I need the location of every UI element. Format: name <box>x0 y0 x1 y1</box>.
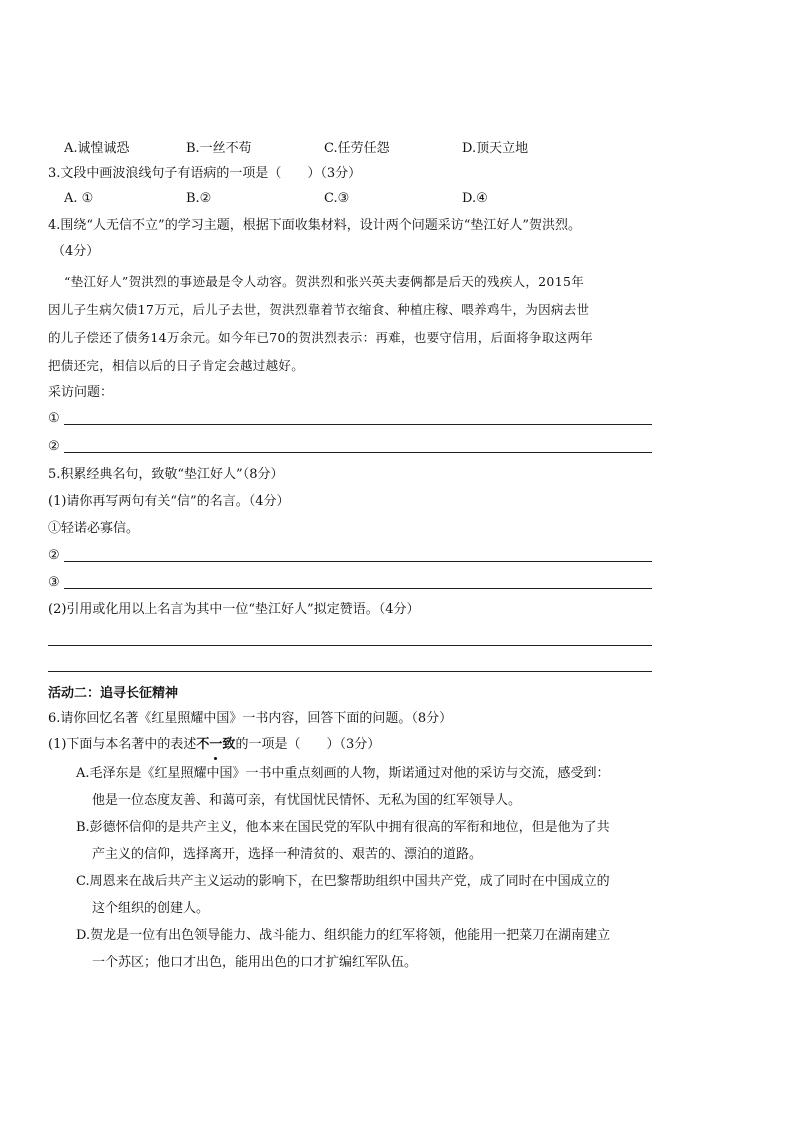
q5-stem: 5.积累经典名句，致敬“垫江好人”（8分） <box>48 467 284 482</box>
q3-stem: 3.文段中画波浪线句子有语病的一项是（ ）（3分） <box>48 166 362 181</box>
activity-two-heading: 活动二：追寻长征精神 <box>48 686 179 701</box>
q5-given-quote: ①轻诺必寡信。 <box>48 521 140 536</box>
q4-material-line: 把债还完，相信以后的日子肯定会越过越好。 <box>48 358 305 373</box>
q6-option-c-line1[interactable]: C.周恩来在战后共产主义运动的影响下，在巴黎帮助组织中国共产党，成了同时在中国成立的 <box>76 874 610 889</box>
q6-sub1-text-after: 的一项是（ ）（3分） <box>235 737 381 752</box>
q3-option-c[interactable]: C.③ <box>324 191 350 206</box>
q3-option-a[interactable]: A. ① <box>64 191 94 206</box>
answer-rule <box>64 452 652 453</box>
q4-material-line: 的儿子偿还了债务14万余元。如今年已70的贺洪烈表示：再难，也要守信用，后面将争取这两年 <box>48 330 594 345</box>
q6-sub1 <box>48 735 380 755</box>
q3-option-b[interactable]: B.② <box>186 191 212 206</box>
q3-option-d[interactable]: D.④ <box>462 191 488 206</box>
q6-stem: 6.请你回忆名著《红星照耀中国》一书内容，回答下面的问题。（8分） <box>48 711 453 726</box>
q3-options <box>64 189 624 209</box>
answer-number: ① <box>48 411 60 426</box>
q4-stem-score: （4分） <box>52 244 100 259</box>
q5-sub1: (1)请你再写两句有关“信”的名言。（4分） <box>48 494 290 509</box>
emphasis-text: 不一致 <box>196 737 236 752</box>
q4-answer-line-2[interactable] <box>48 437 652 457</box>
q6-option-d-line1[interactable]: D.贺龙是一位有出色领导能力、战斗能力、组织能力的红军将领，他能用一把菜刀在湖南建立 <box>76 928 611 943</box>
answer-rule <box>64 561 652 562</box>
q6-option-b-line1[interactable]: B.彭德怀信仰的是共产主义，他本来在国民党的军队中拥有很高的军衔和地位，但是他为了共 <box>76 820 610 835</box>
q4-material-line: “垫江好人”贺洪烈的事迹最是令人动容。贺洪烈和张兴英夫妻俩都是后天的残疾人，2015年 <box>64 274 584 289</box>
q6-option-a-line2: 他是一位态度友善、和蔼可亲，有忧国忧民情怀、无私为国的红军领导人。 <box>92 793 522 808</box>
q5-answer-line-3[interactable] <box>48 573 652 593</box>
q4-answer-line-1[interactable] <box>48 409 652 429</box>
q6-option-b-line2: 产主义的信仰，选择离开，选择一种清贫的、艰苦的、漂泊的道路。 <box>92 847 483 862</box>
q2-option-c[interactable]: C.任劳任怨 <box>324 141 390 156</box>
q6-sub1-emphasis <box>196 735 235 755</box>
q2-option-d[interactable]: D.顶天立地 <box>462 141 529 156</box>
q4-stem: 4.围绕“人无信不立”的学习主题，根据下面收集材料，设计两个问题采访“垫江好人”贺洪烈。 <box>48 218 581 233</box>
answer-rule <box>64 424 652 425</box>
answer-number: ② <box>48 548 60 563</box>
q5-answer-rule-1[interactable] <box>48 645 652 646</box>
answer-number: ② <box>48 439 60 454</box>
q5-answer-rule-2[interactable] <box>48 671 652 672</box>
q2-options <box>64 139 624 159</box>
q6-option-c-line2: 这个组织的创建人。 <box>92 901 210 916</box>
q4-interview-label: 采访问题： <box>48 385 114 400</box>
q6-option-d-line2: 一个苏区；他口才出色，能用出色的口才扩编红军队伍。 <box>92 955 418 970</box>
q5-sub2: (2)引用或化用以上名言为其中一位“垫江好人”拟定赞语。（4分） <box>48 602 420 617</box>
answer-rule <box>64 588 652 589</box>
q5-answer-line-2[interactable] <box>48 546 652 566</box>
q4-material-line: 因儿子生病欠债17万元，后儿子去世，贺洪烈靠着节衣缩食、种植庄稼、喂养鸡牛，为因病去世 <box>48 302 590 317</box>
q2-option-b[interactable]: B.一丝不苟 <box>186 141 252 156</box>
answer-number: ③ <box>48 575 60 590</box>
q6-option-a-line1[interactable]: A.毛泽东是《红星照耀中国》一书中重点刻画的人物，斯诺通过对他的采访与交流，感受到： <box>76 766 610 781</box>
q6-sub1-text-before: (1)下面与本名著中的表述 <box>48 737 197 752</box>
q2-option-a[interactable]: A.诚惶诚恐 <box>64 141 130 156</box>
emphasis-dot <box>214 757 217 760</box>
